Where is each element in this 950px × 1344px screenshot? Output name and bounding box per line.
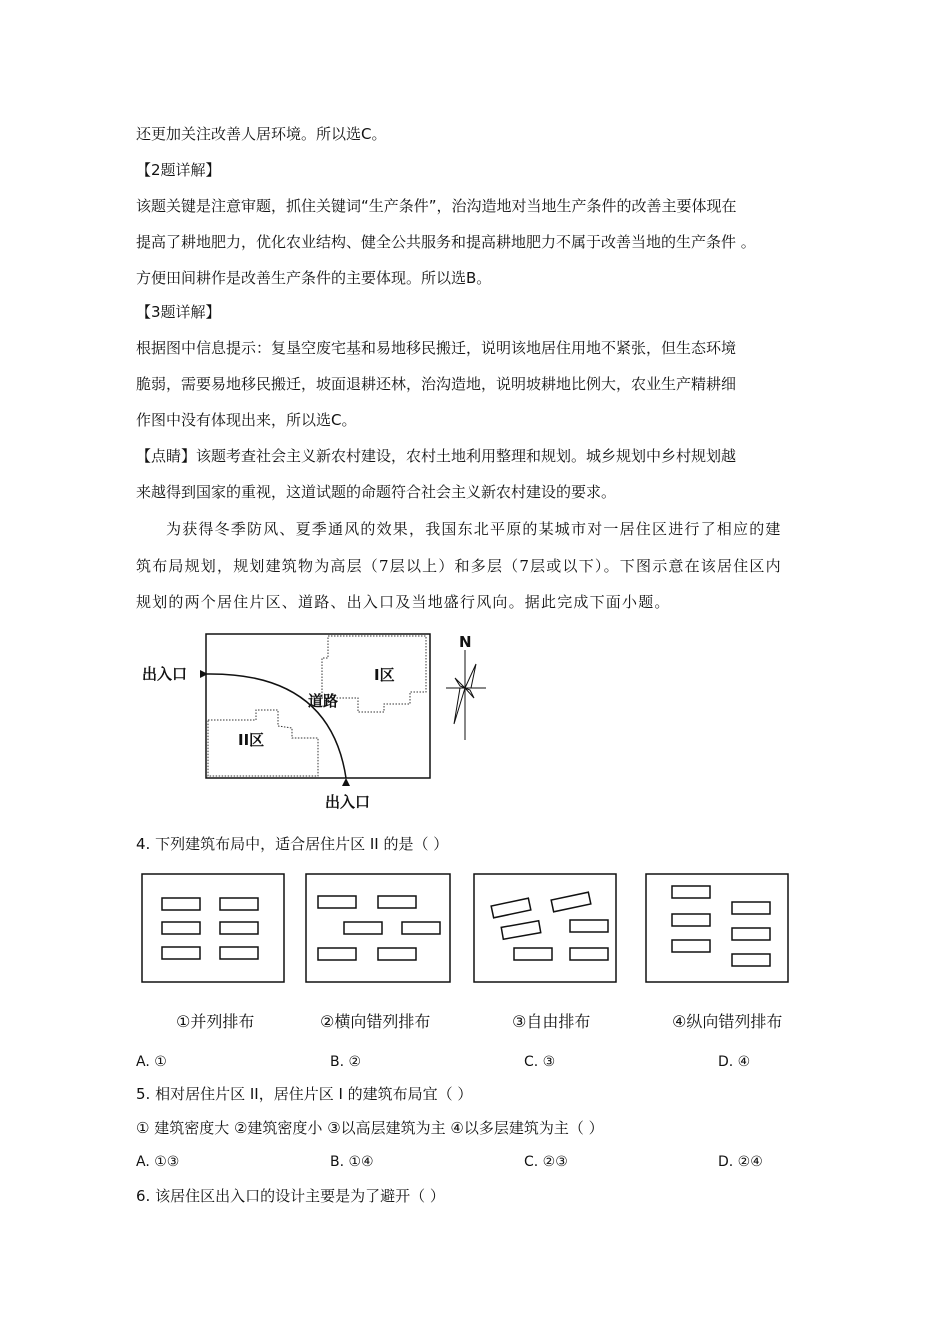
text-line: 根据图中信息提示：复垦空废宅基和易地移民搬迁，说明该地居住用地不紧张，但生态环境 (136, 339, 737, 357)
q5-option-a[interactable]: A. ①③ (136, 1154, 180, 1170)
stem-line: 规划的两个居住片区、道路、出入口及当地盛行风向。据此完成下面小题。 (136, 593, 671, 611)
road-curve (206, 674, 346, 778)
zone2-label: II区 (238, 731, 265, 749)
text-line: 作图中没有体现出来，所以选C。 (136, 411, 357, 429)
zone1-label: I区 (374, 666, 395, 684)
section-heading: 【3题详解】 (136, 303, 221, 321)
q5-option-c[interactable]: C. ②③ (524, 1154, 568, 1170)
text-line: 该题关键是注意审题，抓住关键词“生产条件”，治沟造地对当地生产条件的改善主要体现在 (136, 197, 737, 215)
stem-line: 为获得冬季防风、夏季通风的效果，我国东北平原的某城市对一居住区进行了相应的建 (166, 520, 782, 538)
layout-diagram-1 (142, 874, 284, 982)
layout-diagrams (140, 872, 790, 984)
road-label: 道路 (308, 692, 339, 710)
q5-option-d[interactable]: D. ②④ (718, 1154, 763, 1170)
text-line: 来越得到国家的重视，这道试题的命题符合社会主义新农村建设的要求。 (136, 483, 617, 501)
text-line: 提高了耕地肥力，优化农业结构、健全公共服务和提高耕地肥力不属于改善当地的生产条件 。 (136, 233, 756, 251)
question-5-stem: 5. 相对居住片区 II，居住片区 I 的建筑布局宜（ ） (136, 1085, 473, 1103)
layout-diagram-4 (646, 874, 788, 982)
compass-wind-rose (446, 633, 486, 740)
q4-option-c[interactable]: C. ③ (524, 1054, 556, 1070)
q5-option-b[interactable]: B. ①④ (330, 1154, 374, 1170)
question-5-items: ① 建筑密度大 ②建筑密度小 ③以高层建筑为主 ④以多层建筑为主（ ） (136, 1119, 604, 1137)
layout-caption-1: ①并列排布 (176, 1012, 255, 1031)
q4-option-b[interactable]: B. ② (330, 1054, 362, 1070)
text-line: 还更加关注改善人居环境。所以选C。 (136, 125, 387, 143)
section-heading: 【2题详解】 (136, 161, 221, 179)
entrance-south-arrow (342, 778, 350, 786)
text-line: 脆弱，需要易地移民搬迁，坡面退耕还林，治沟造地，说明坡耕地比例大，农业生产精耕细 (136, 375, 737, 393)
entrance-west-label: 出入口 (142, 665, 188, 683)
q4-option-d[interactable]: D. ④ (718, 1054, 751, 1070)
entrance-south-label: 出入口 (325, 793, 371, 811)
stem-line: 筑布局规划，规划建筑物为高层（7层以上）和多层（7层或以下）。下图示意在该居住区内 (136, 557, 782, 575)
north-label: N (459, 633, 472, 651)
question-6-stem: 6. 该居住区出入口的设计主要是为了避开（ ） (136, 1187, 445, 1205)
layout-diagram-2 (306, 874, 450, 982)
residential-map (140, 628, 500, 818)
layout-caption-4: ④纵向错列排布 (672, 1012, 783, 1031)
text-line: 【点睛】该题考查社会主义新农村建设，农村土地利用整理和规划。城乡规划中乡村规划越 (136, 447, 737, 465)
text-line: 方便田间耕作是改善生产条件的主要体现。所以选B。 (136, 269, 492, 287)
question-4-stem: 4. 下列建筑布局中，适合居住片区 II 的是（ ） (136, 835, 449, 853)
layout-caption-2: ②横向错列排布 (320, 1012, 431, 1031)
entrance-west-arrow (200, 670, 208, 678)
q4-option-a[interactable]: A. ① (136, 1054, 167, 1070)
layout-caption-3: ③自由排布 (512, 1012, 591, 1031)
layout-diagram-3 (474, 874, 616, 982)
